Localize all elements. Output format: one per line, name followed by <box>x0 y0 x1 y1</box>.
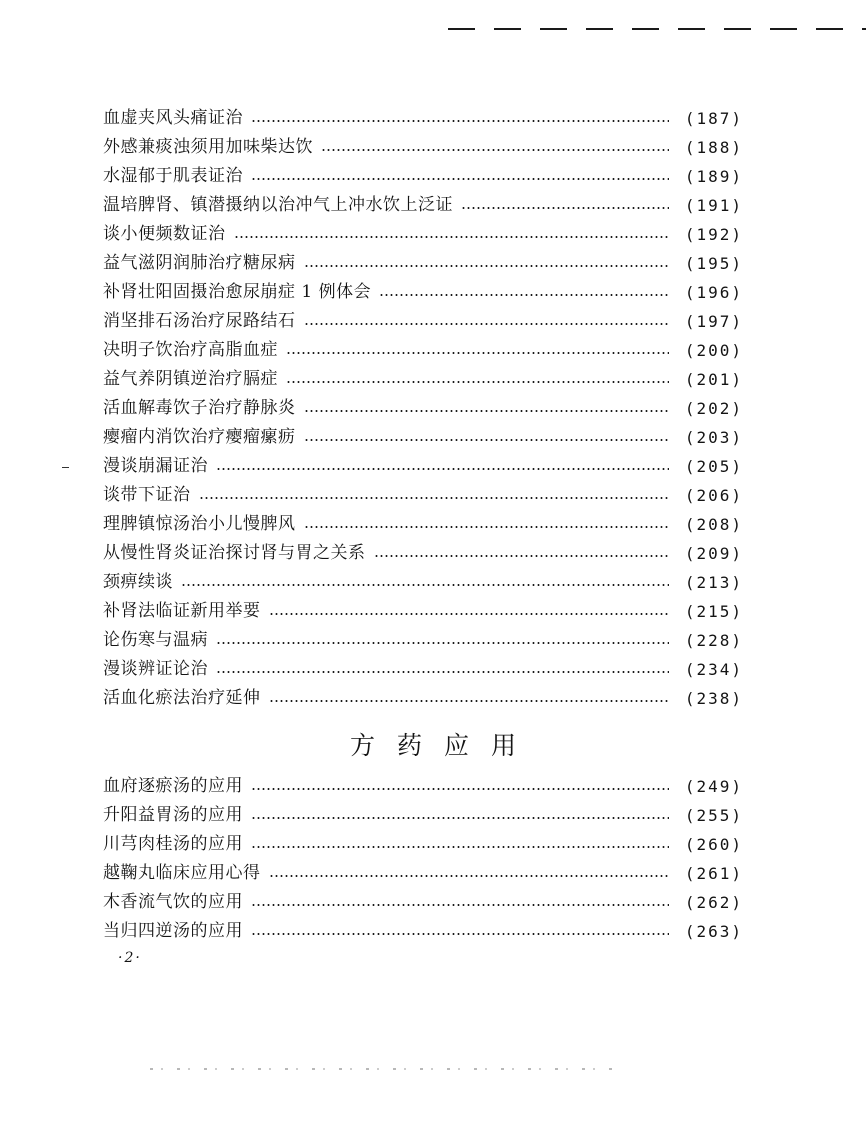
dot-leader <box>251 933 669 935</box>
dot-leader <box>461 207 669 209</box>
toc-entry-page: (189) <box>684 167 743 186</box>
toc-entry-page: (206) <box>684 486 743 505</box>
toc-entry-title: 血府逐瘀汤的应用 <box>103 776 243 796</box>
dot-leader <box>216 671 669 673</box>
toc-entry-page: (208) <box>684 515 743 534</box>
toc-entry-page: (188) <box>684 138 743 157</box>
margin-mark <box>62 467 69 468</box>
toc-entry <box>103 510 743 539</box>
toc-entry <box>103 191 743 220</box>
toc-entry <box>103 452 743 481</box>
dot-leader <box>251 788 669 790</box>
toc-section-part2 <box>103 772 743 946</box>
dot-leader <box>269 875 670 877</box>
toc-entry-title: 水湿郁于肌表证治 <box>103 166 243 186</box>
toc-entry-title: 漫谈崩漏证治 <box>103 456 208 476</box>
toc-entry-page: (261) <box>684 864 743 883</box>
toc-entry-page: (215) <box>684 602 743 621</box>
toc-entry-title: 理脾镇惊汤治小儿慢脾风 <box>103 514 296 534</box>
toc-entry-page: (192) <box>684 225 743 244</box>
toc-entry <box>103 684 743 713</box>
dot-leader <box>216 468 669 470</box>
toc-entry <box>103 568 743 597</box>
dot-leader <box>199 497 670 499</box>
toc-entry-title: 外感兼痰浊须用加味柴达饮 <box>103 137 313 157</box>
top-dashed-rule <box>448 28 866 30</box>
toc-entry-page: (234) <box>684 660 743 679</box>
toc-entry-title: 从慢性肾炎证治探讨肾与胃之关系 <box>103 543 366 563</box>
toc-entry-title: 瘿瘤内消饮治疗瘿瘤瘰疬 <box>103 427 296 447</box>
toc-entry-page: (203) <box>684 428 743 447</box>
toc-entry-title: 颈痹续谈 <box>103 572 173 592</box>
toc-entry-page: (205) <box>684 457 743 476</box>
dot-leader <box>304 265 670 267</box>
toc-entry-page: (187) <box>684 109 743 128</box>
toc-entry <box>103 859 743 888</box>
dot-leader <box>251 846 669 848</box>
toc-entry <box>103 365 743 394</box>
toc-entry-title: 谈带下证治 <box>103 485 191 505</box>
toc-entry <box>103 249 743 278</box>
toc-entry-page: (260) <box>684 835 743 854</box>
dot-leader <box>374 555 670 557</box>
toc-entry-title: 决明子饮治疗高脂血症 <box>103 340 278 360</box>
dot-leader <box>286 352 669 354</box>
dot-leader <box>251 178 669 180</box>
toc-entry-title: 当归四逆汤的应用 <box>103 921 243 941</box>
toc-entry-title: 漫谈辨证论治 <box>103 659 208 679</box>
dot-leader <box>216 642 669 644</box>
dot-leader <box>251 120 669 122</box>
toc-entry <box>103 772 743 801</box>
dot-leader <box>269 613 670 615</box>
toc-entry <box>103 220 743 249</box>
toc-entry <box>103 801 743 830</box>
toc-entry <box>103 655 743 684</box>
dot-leader <box>321 149 669 151</box>
toc-entry-page: (197) <box>684 312 743 331</box>
toc-entry-page: (191) <box>684 196 743 215</box>
toc-entry-page: (195) <box>684 254 743 273</box>
toc-entry-page: (249) <box>684 777 743 796</box>
toc-entry-title: 谈小便频数证治 <box>103 224 226 244</box>
dot-leader <box>304 526 670 528</box>
toc-entry <box>103 307 743 336</box>
toc-entry-title: 血虚夹风头痛证治 <box>103 108 243 128</box>
toc-entry-page: (201) <box>684 370 743 389</box>
toc-entry <box>103 888 743 917</box>
dot-leader <box>181 584 669 586</box>
toc-entry <box>103 481 743 510</box>
toc-entry-page: (200) <box>684 341 743 360</box>
toc-entry-page: (262) <box>684 893 743 912</box>
toc-entry-title: 活血解毒饮子治疗静脉炎 <box>103 398 296 418</box>
toc-entry-title: 论伤寒与温病 <box>103 630 208 650</box>
toc-section-part1 <box>103 104 743 713</box>
dot-leader <box>304 410 670 412</box>
toc-entry-title: 补肾法临证新用举要 <box>103 601 261 621</box>
toc-entry <box>103 104 743 133</box>
page-number: ·2· <box>118 950 142 966</box>
toc-entry-title: 活血化瘀法治疗延伸 <box>103 688 261 708</box>
toc-entry-page: (202) <box>684 399 743 418</box>
toc-entry <box>103 917 743 946</box>
toc-entry-title: 益气滋阴润肺治疗糖尿病 <box>103 253 296 273</box>
toc-entry-page: (238) <box>684 689 743 708</box>
scan-noise <box>150 1068 620 1070</box>
dot-leader <box>269 700 670 702</box>
dot-leader <box>304 439 670 441</box>
toc-entry-title: 消坚排石汤治疗尿路结石 <box>103 311 296 331</box>
toc-entry <box>103 133 743 162</box>
toc-entry-page: (209) <box>684 544 743 563</box>
toc-entry-title: 木香流气饮的应用 <box>103 892 243 912</box>
section-heading: 方药应用 <box>349 731 538 760</box>
toc-entry-page: (196) <box>684 283 743 302</box>
toc-entry-title: 越鞠丸临床应用心得 <box>103 863 261 883</box>
toc-entry <box>103 278 743 307</box>
toc-entry-title: 益气养阴镇逆治疗膈症 <box>103 369 278 389</box>
toc-entry <box>103 394 743 423</box>
dot-leader <box>286 381 669 383</box>
toc-entry-page: (213) <box>684 573 743 592</box>
toc-entry <box>103 162 743 191</box>
toc-entry-title: 温培脾肾、镇潜摄纳以治冲气上冲水饮上泛证 <box>103 195 453 215</box>
toc-entry-title: 川芎肉桂汤的应用 <box>103 834 243 854</box>
toc-entry-title: 补肾壮阳固摄治愈尿崩症 1 例体会 <box>103 282 372 302</box>
dot-leader <box>304 323 670 325</box>
toc-entry <box>103 539 743 568</box>
toc-entry <box>103 626 743 655</box>
toc-entry-page: (255) <box>684 806 743 825</box>
toc-entry <box>103 597 743 626</box>
dot-leader <box>251 817 669 819</box>
toc-entry-page: (263) <box>684 922 743 941</box>
toc-entry <box>103 830 743 859</box>
toc-entry <box>103 423 743 452</box>
toc-entry-page: (228) <box>684 631 743 650</box>
dot-leader <box>251 904 669 906</box>
toc-entry-title: 升阳益胃汤的应用 <box>103 805 243 825</box>
dot-leader <box>234 236 670 238</box>
dot-leader <box>379 294 669 296</box>
toc-entry <box>103 336 743 365</box>
